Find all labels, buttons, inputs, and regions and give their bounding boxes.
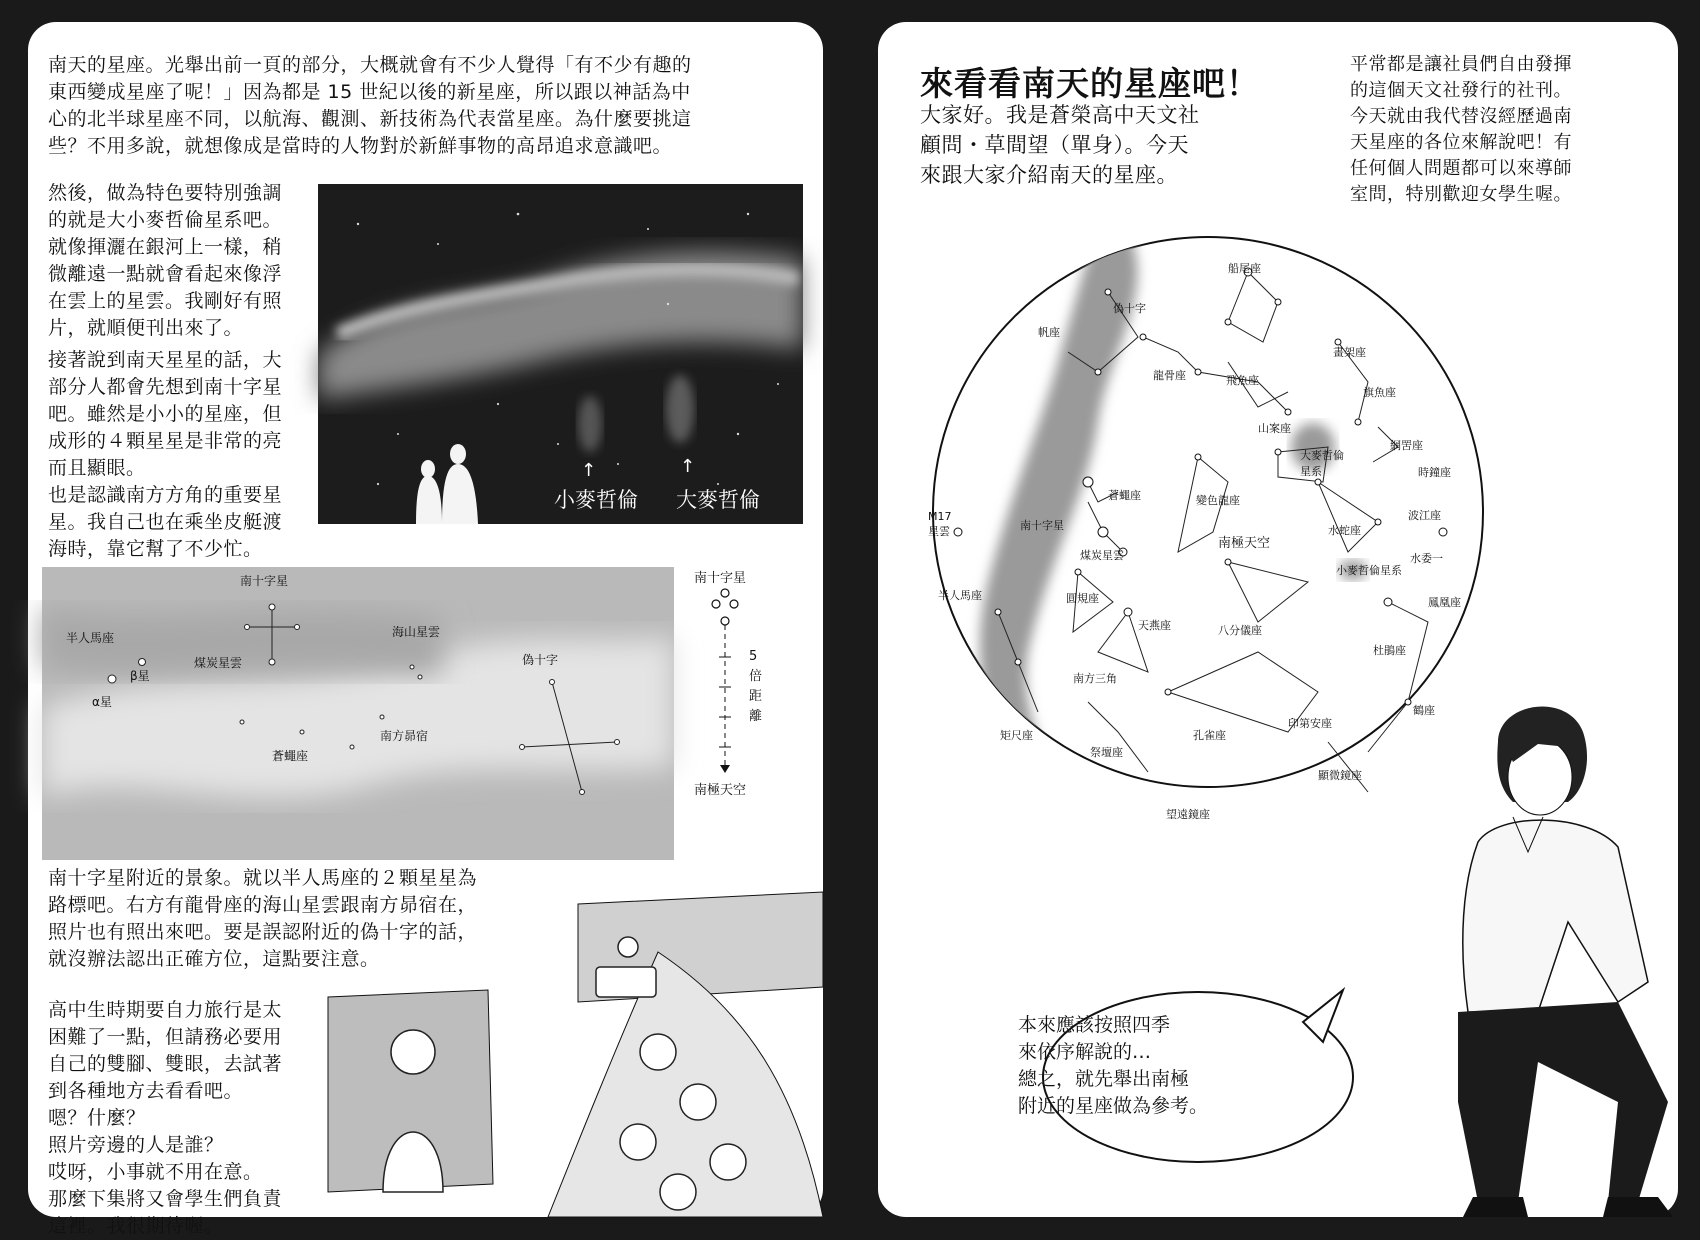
sky-label-false-cross: 偽十字 (522, 653, 559, 667)
arrow-up-icon: ↑ (581, 460, 597, 481)
chart-label-carina: 龍骨座 (1153, 369, 1186, 382)
chart-label-hydrus: 水蛇座 (1328, 524, 1361, 537)
chart-label-eridanus: 波江座 (1408, 509, 1441, 522)
chart-label-norma: 矩尺座 (1000, 729, 1033, 742)
chart-label-chamaeleon: 變色龍座 (1196, 494, 1240, 507)
chart-label-musca: 蒼蠅座 (1108, 489, 1141, 502)
arrow-up-icon: ↑ (680, 456, 696, 477)
chart-label-circinus: 圓規座 (1066, 592, 1099, 605)
chart-label-smc: 小麥哲倫星系 (1336, 564, 1402, 577)
chart-label-triangulum-australe: 南方三角 (1073, 672, 1117, 685)
note-paragraph: 平常都是讓社員們自由發揮 的這個天文社發行的社刊。 今天就由我代替沒經歷過南 天星座的各位來解說吧！有 任何個人問題都可以來導師 室問，特別歡迎女學生喔。 (1350, 54, 1572, 205)
chart-label-ara: 祭壇座 (1090, 746, 1123, 759)
chart-label-volans: 飛魚座 (1226, 374, 1259, 387)
sky-label-beta: β星 (130, 669, 150, 683)
chart-label-phoenix: 鳳凰座 (1428, 596, 1461, 609)
chart-label-grus: 鶴座 (1413, 704, 1435, 717)
chart-label-pictor: 畫架座 (1333, 346, 1366, 359)
chart-label-tucana: 杜鵑座 (1373, 644, 1406, 657)
magellanic-paragraph: 然後，做為特色要特別強調 的就是大小麥哲倫星系吧。 就像揮灑在銀河上一樣，稍 微離遠一點就會看起來像浮 在雲上的星雲。我剛好有照 片，就順便刊出來了。 (48, 182, 283, 339)
chart-label-telescopium: 望遠鏡座 (1166, 808, 1210, 821)
chart-label-achernar: 水委一 (1410, 552, 1443, 565)
travel-paragraph: 高中生時期要自力旅行是太 困難了一點，但請務必要用 自己的雙腳、雙眼，去試著 到各種地方去看看吧。 嗯？什麼？ 照片旁邊的人是誰？ 哎呀，小事就不用在意。 那麼下集將又會學生們負責 這裡。我很期待喔。 (48, 999, 283, 1237)
southern-cross-photo (42, 567, 674, 860)
sky-label-musca: 蒼蠅座 (272, 749, 309, 763)
lmc-label: 大麥哲倫 (676, 488, 760, 512)
sky-illustration (42, 567, 674, 860)
chart-label-coalsack: 煤炭星雲 (1080, 549, 1124, 562)
left-page (28, 22, 823, 1237)
chart-label-false-cross: 偽十字 (1113, 302, 1146, 315)
chart-label-lmc: 大麥哲倫 星系 (1300, 449, 1344, 478)
sky-label-coalsack: 煤炭星雲 (194, 656, 243, 670)
chart-label-south-pole: 南極天空 (1218, 536, 1271, 551)
southern-cross-caption: 南十字星附近的景象。就以半人馬座的２顆星星為 路標吧。右方有龍骨座的海山星雲跟南方昴宿在， 照片也有照出來吧。要是誤認附近的偽十字的話， 就沒辦法認出正確方位，這點要注意。 (48, 867, 478, 970)
distance-diagram (694, 567, 804, 857)
chart-label-dorado: 旗魚座 (1363, 386, 1396, 399)
page-title: 來看看南天的星座吧！ (920, 64, 1260, 103)
magellanic-clouds-photo (318, 184, 803, 524)
diagram-top-label: 南十字星 (694, 571, 747, 586)
sky-label-pleiades: 南方昴宿 (380, 729, 429, 743)
chart-label-m17: M17 星雲 (928, 510, 952, 538)
right-page (878, 22, 1678, 1217)
speech-bubble-text: 本來應該按照四季 來依序解說的… 總之，就先舉出南極 附近的星座做為參考。 (1018, 1014, 1209, 1117)
night-sky-illustration (318, 184, 803, 524)
sky-label-alpha: α星 (92, 695, 112, 709)
chart-label-horologium: 時鐘座 (1418, 466, 1451, 479)
intro-paragraph: 南天的星座。光舉出前一頁的部分，大概就會有不少人覺得「有不少有趣的 東西變成星座了呢！」因為都是 15 世紀以後的新星座，所以跟以神話為中 心的北半球星座不同，以航海、觀測、新技術為代表當星座。為什麼要挑這 些？不用多說，就想像成是當時的人物對於新鮮事物的高昂追求意識吧。 (48, 54, 692, 157)
smc-label: 小麥哲倫 (554, 488, 638, 512)
chart-label-mensa: 山案座 (1258, 422, 1291, 435)
teacher-illustration (1418, 682, 1678, 1217)
sky-label-carina-nebula: 海山星雲 (392, 625, 441, 639)
diagram-distance-label: 5 倍 距 離 (749, 649, 763, 724)
greeting-paragraph: 大家好。我是蒼榮高中天文社 顧問・草間望（單身）。今天 來跟大家介紹南天的星座。 (920, 103, 1200, 187)
star-chart-graphic (928, 232, 1488, 792)
chart-label-reticulum: 網罟座 (1390, 439, 1423, 452)
chart-label-crux: 南十字星 (1020, 519, 1064, 532)
manga-illustration (328, 892, 823, 1217)
chart-label-microscopium: 顯微鏡座 (1318, 769, 1362, 782)
chart-label-apus: 天燕座 (1138, 619, 1171, 632)
southern-cross-paragraph: 接著說到南天星星的話，大 部分人都會先想到南十字星 吧。雖然是小小的星座，但 成形的４顆星星是非常的亮 而且顯眼。 也是認識南方方角的重要星 星。我自己也在乘坐皮艇渡 海時，靠它幫了不少忙。 (48, 349, 283, 560)
chart-label-vela: 帆座 (1038, 326, 1060, 339)
chart-label-indus: 印第安座 (1288, 717, 1332, 730)
southern-star-chart (928, 232, 1488, 821)
sky-label-southern-cross: 南十字星 (240, 574, 289, 588)
chart-label-puppis: 船尾座 (1228, 262, 1261, 275)
chart-label-centaurus: 半人馬座 (938, 589, 982, 602)
chart-label-pavo: 孔雀座 (1193, 729, 1226, 742)
sky-label-centaurus: 半人馬座 (66, 631, 115, 645)
chart-label-octans: 八分儀座 (1218, 624, 1262, 637)
diagram-bottom-label: 南極天空 (694, 783, 747, 798)
